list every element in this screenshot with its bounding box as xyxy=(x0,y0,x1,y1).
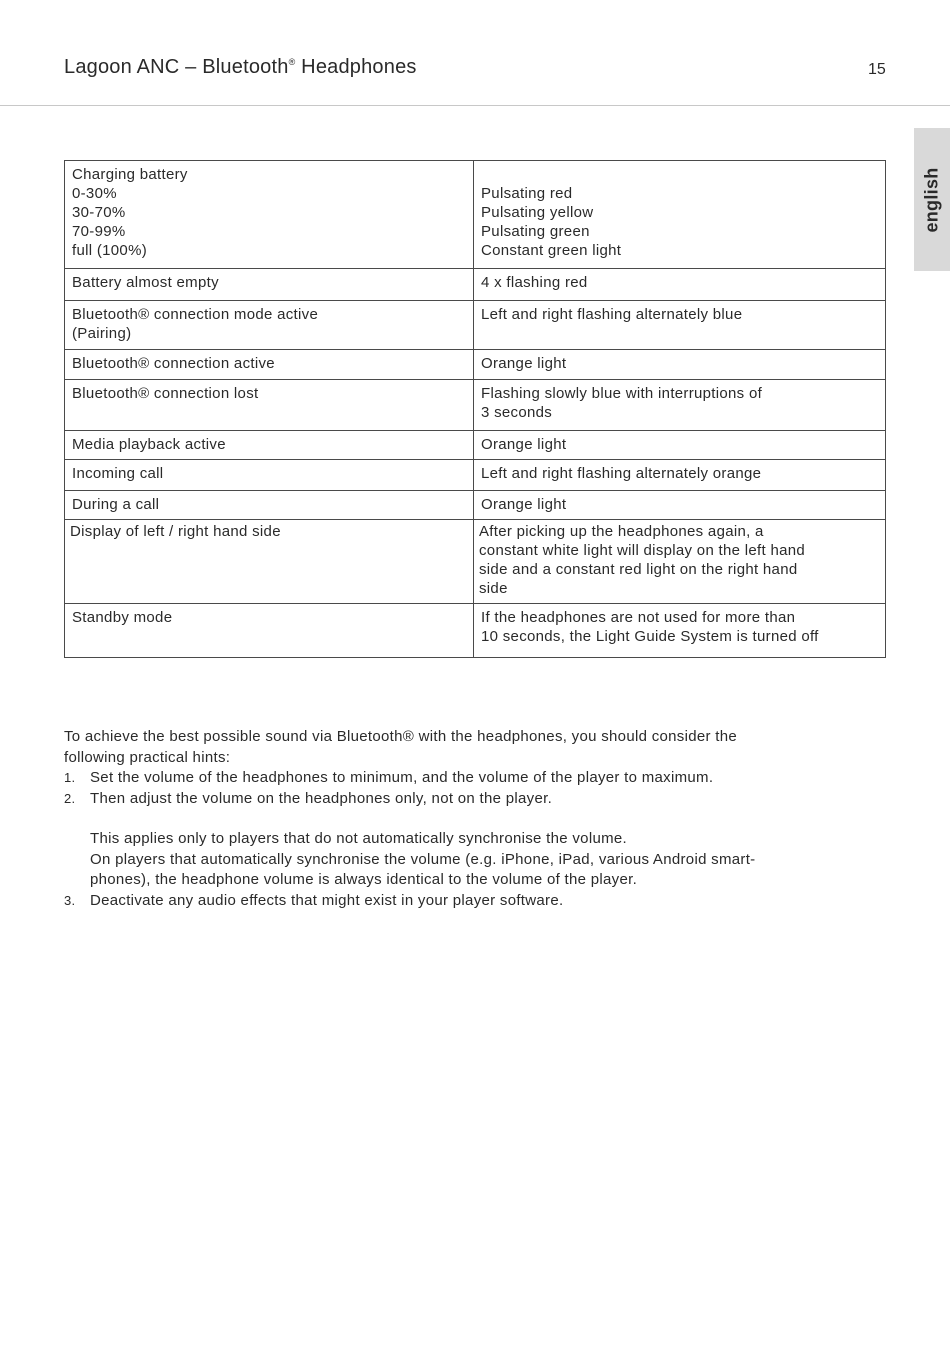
spacer xyxy=(90,809,864,829)
led-status-table xyxy=(64,160,886,658)
table-cell-state: Standby mode xyxy=(65,604,474,658)
table-cell-light: Orange light xyxy=(474,350,886,380)
table-cell-light: 4 x flashing red xyxy=(474,269,886,301)
table-cell-light: Orange light xyxy=(474,431,886,460)
table-cell-light xyxy=(474,161,886,269)
table-cell-state: Incoming call xyxy=(65,460,474,491)
list-item xyxy=(64,768,864,789)
hints-intro-line: To achieve the best possible sound via Bluetooth® with the headphones, you should consider the xyxy=(64,728,738,745)
cell-line: Pulsating red xyxy=(481,185,573,202)
cell-line: Pulsating green xyxy=(481,223,590,240)
table-cell-light: Flashing slowly blue with interruptions of 3 seconds xyxy=(474,380,886,431)
practical-hints xyxy=(64,727,864,911)
table-row xyxy=(65,491,886,520)
page-title-main: Lagoon ANC – Bluetooth xyxy=(64,56,289,78)
table-cell-light: If the headphones are not used for more than 10 seconds, the Light Guide System is turned off xyxy=(474,604,886,658)
list-item-number: 1. xyxy=(64,770,76,785)
cell-line: 0-30% xyxy=(72,185,117,202)
table-row xyxy=(65,431,886,460)
table-row xyxy=(65,301,886,350)
hint-note-line: This applies only to players that do not automatically synchronise the volume. xyxy=(90,830,628,847)
table-cell-state: Display of left / right hand side xyxy=(65,520,474,604)
hint-note-line: phones), the headphone volume is always identical to the volume of the player. xyxy=(90,871,638,888)
language-tab-label: english xyxy=(921,166,942,233)
list-item-text: Then adjust the volume on the headphones only, not on the player. xyxy=(90,789,553,807)
table-cell-state: Bluetooth® connection lost xyxy=(65,380,474,431)
cell-line: Charging battery xyxy=(72,166,188,183)
table-row xyxy=(65,350,886,380)
page-title-tail: Headphones xyxy=(295,56,417,78)
list-item xyxy=(64,891,864,912)
table-cell-state xyxy=(65,161,474,269)
cell-line: Constant green light xyxy=(481,242,622,259)
list-item-text: Set the volume of the headphones to minimum, and the volume of the player to maximum. xyxy=(90,769,714,786)
cell-line: 70-99% xyxy=(72,223,126,240)
table-row xyxy=(65,269,886,301)
list-item-number: 3. xyxy=(64,892,76,908)
hints-intro-line: following practical hints: xyxy=(64,748,231,766)
table-cell-light: Orange light xyxy=(474,491,886,520)
table-row xyxy=(65,460,886,491)
cell-line: 30-70% xyxy=(72,204,126,221)
cell-line: Pulsating yellow xyxy=(481,204,594,221)
list-item xyxy=(64,789,864,891)
table-row xyxy=(65,161,886,269)
table-cell-state: Bluetooth® connection mode active (Pairing) xyxy=(65,301,474,350)
registered-mark: ® xyxy=(288,57,296,67)
table-cell-light: After picking up the headphones again, a constant white light will display on the left hand side and a constant red light on the right hand side xyxy=(474,520,886,604)
list-item-number: 2. xyxy=(64,790,76,806)
table-cell-state: Bluetooth® connection active xyxy=(65,350,474,380)
cell-line: full (100%) xyxy=(72,242,147,259)
table-cell-state: Media playback active xyxy=(65,431,474,460)
header-divider xyxy=(0,105,950,106)
list-item-text: Deactivate any audio effects that might exist in your player software. xyxy=(90,891,564,909)
table-cell-state: Battery almost empty xyxy=(65,269,474,301)
page-number: 15 xyxy=(868,61,886,78)
table-row xyxy=(65,520,886,604)
cell-line xyxy=(481,165,878,184)
table-cell-light: Left and right flashing alternately orange xyxy=(474,460,886,491)
page-title xyxy=(64,56,417,79)
hint-note-line: On players that automatically synchronise the volume (e.g. iPhone, iPad, various Android smart- xyxy=(90,850,756,868)
table-cell-state: During a call xyxy=(65,491,474,520)
table-cell-light: Left and right flashing alternately blue xyxy=(474,301,886,350)
table-row xyxy=(65,380,886,431)
table-row xyxy=(65,604,886,658)
language-tab xyxy=(914,128,950,271)
